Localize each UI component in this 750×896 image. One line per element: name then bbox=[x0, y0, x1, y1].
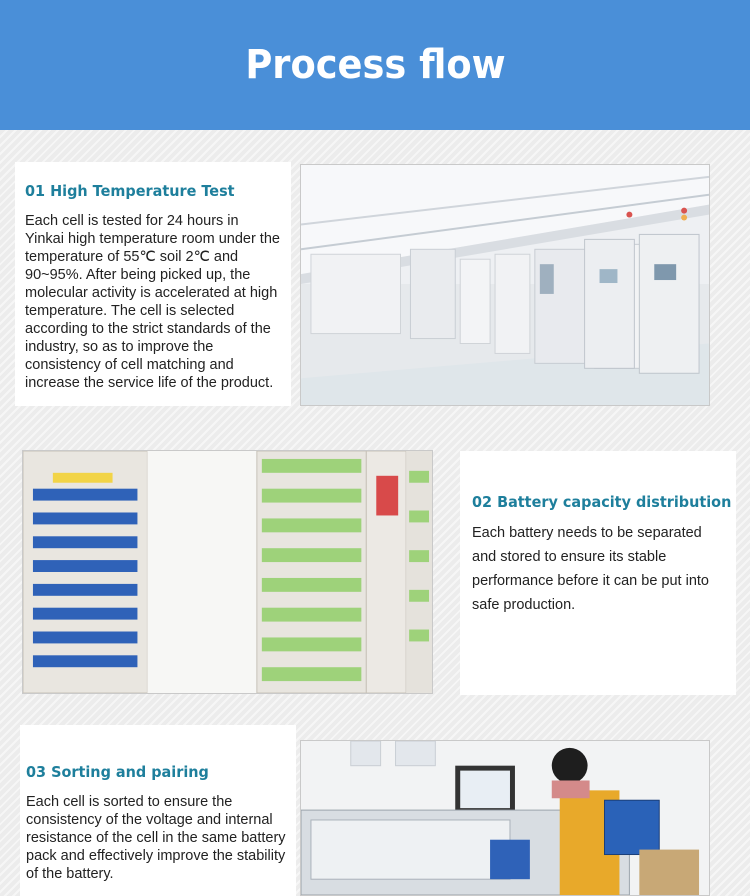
section-03-card bbox=[20, 725, 296, 896]
battery-storage-rack-photo bbox=[22, 450, 433, 694]
section-01-card bbox=[15, 162, 291, 406]
section-01-body: Each cell is tested for 24 hours in Yinkai high temperature room under the temperature of 55℃ soil 2℃ and 90~95%. After being picked up, the molecular activity is accelerated at high temperature. The cell is selected according to the strict standards of the industry, so as to improve the consistency of cell matching and increase the service life of the product. bbox=[25, 213, 280, 391]
sorting-workstation-photo bbox=[300, 740, 710, 896]
section-03-title: 03 Sorting and pairing bbox=[26, 763, 209, 781]
section-02-body: Each battery needs to be separated and stored to ensure its stable performance before it can be put into safe production. bbox=[472, 525, 709, 613]
section-02-title: 02 Battery capacity distribution bbox=[472, 493, 732, 511]
section-01-title: 01 High Temperature Test bbox=[25, 182, 235, 200]
section-02-card bbox=[460, 451, 736, 695]
page-title: Process flow bbox=[244, 42, 506, 88]
high-temperature-room-photo bbox=[300, 164, 710, 406]
page-header bbox=[0, 0, 750, 130]
section-03-body: Each cell is sorted to ensure the consistency of the voltage and internal resistance of the cell in the same battery pack and effectively improve the stability of the battery. bbox=[26, 794, 286, 882]
